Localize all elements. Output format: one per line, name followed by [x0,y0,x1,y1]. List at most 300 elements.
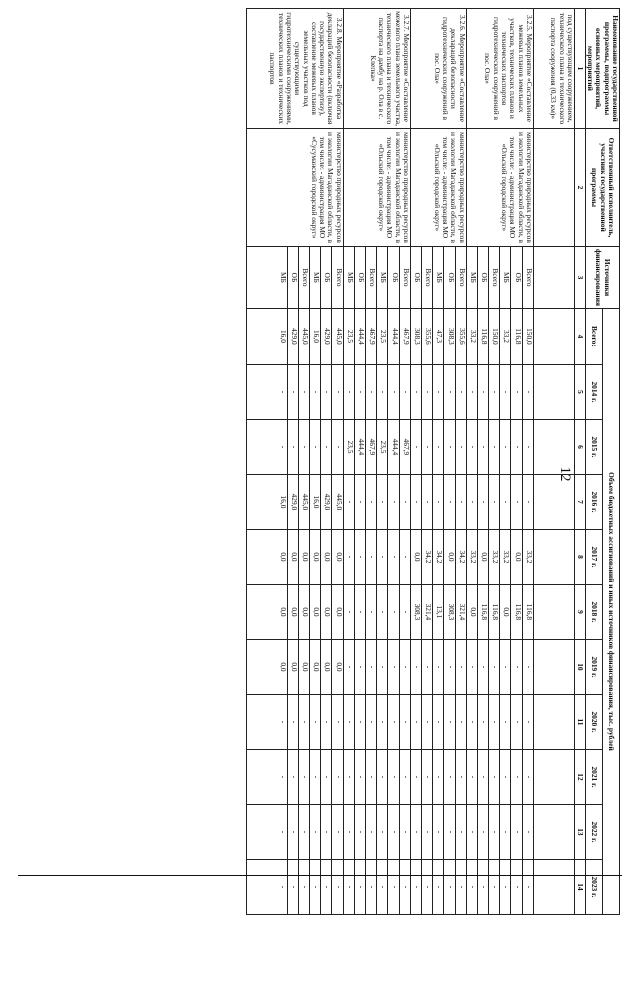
amount-value: - [444,420,455,474]
amount-value: 23,5 [377,420,388,474]
amount-value: 445,0 [334,328,344,345]
amount-value: - [411,640,422,694]
amount-value: 429,0 [321,309,332,364]
amount-value: - [310,420,321,474]
amount-value: - [401,555,411,559]
amount-value: - [299,805,310,859]
amount-value: - [433,695,444,749]
amount-value: - [377,750,388,804]
header-year: 2016 г. [585,474,602,529]
amount-value: 467,9 [401,438,411,456]
amount-value: - [344,585,355,639]
amount-cell [246,859,343,914]
amount-value: - [388,805,399,859]
amount-value: - [401,885,411,889]
amount-value: 0,0 [288,585,299,639]
amount-value: - [411,420,422,474]
funding-source-value: ОБ [355,247,366,308]
row-executor: министерство природных ресурсов и экологии Магаданской области, в том числе: - администрация МО «Ольский городской округ» [410,129,466,247]
amount-value: - [288,805,299,859]
amount-value: - [478,750,489,804]
amount-cell [410,584,466,639]
amount-value: - [247,695,288,749]
amount-value: - [457,720,467,724]
amount-cell [466,419,533,474]
amount-cell [466,529,533,584]
amount-cell [533,364,574,419]
row-executor: министерство природных ресурсов и экологии Магаданской области, в том числе: - администрация МО «Ольский городской округ» [466,129,533,247]
amount-value: - [422,805,433,859]
header-year: 2017 г. [585,529,602,584]
amount-value: 0,0 [310,585,321,639]
amount-value: - [489,750,500,804]
amount-value: - [467,750,478,804]
amount-value: - [334,885,344,889]
amount-cell [410,639,466,694]
amount-value: - [524,775,534,779]
amount-cell [533,639,574,694]
amount-cell [246,308,343,364]
amount-value: - [444,695,455,749]
funding-source-value: МБ [467,247,478,308]
amount-value: - [467,420,478,474]
amount-cell [343,749,410,804]
amount-value: - [422,860,433,914]
row-executor: министерство природных ресурсов и экологии Магаданской области, в том числе: - администрация МО «Сусуманский городской округ» [246,129,343,247]
amount-cell [466,804,533,859]
table-row [533,9,574,915]
amount-value: - [457,665,467,669]
amount-value: - [321,695,332,749]
amount-cell [343,529,410,584]
amount-value: 467,9 [401,328,411,345]
amount-value: 429,0 [288,475,299,529]
amount-value: 16,0 [247,475,288,529]
amount-value: 116,8 [512,309,523,364]
amount-value: - [478,805,489,859]
amount-value: - [500,805,511,859]
amount-value: - [524,445,534,449]
amount-cell [533,859,574,914]
funding-source-cell [466,247,533,309]
amount-value: 0,0 [467,585,478,639]
amount-value: - [422,695,433,749]
amount-cell [343,859,410,914]
amount-value: - [457,390,467,394]
amount-value: - [288,750,299,804]
amount-value: 308,3 [444,309,455,364]
amount-value: 34,2 [422,530,433,584]
amount-value: - [489,420,500,474]
amount-cell [533,529,574,584]
amount-value: - [388,695,399,749]
funding-source-value: МБ [247,247,288,308]
amount-cell [533,804,574,859]
amount-value: - [355,860,366,914]
amount-value: - [247,750,288,804]
amount-value: 321,4 [422,585,433,639]
amount-value: - [422,420,433,474]
amount-value: - [310,750,321,804]
amount-value: 33,2 [467,530,478,584]
amount-value: 13,1 [433,585,444,639]
amount-cell [343,308,410,364]
amount-value: - [344,860,355,914]
amount-value: - [299,365,310,419]
amount-value: 0,0 [288,530,299,584]
amount-value: - [299,750,310,804]
amount-value: - [366,750,377,804]
amount-value: - [512,750,523,804]
funding-source-value: Всего [524,268,534,287]
amount-value: 467,9 [366,420,377,474]
amount-value: - [500,365,511,419]
amount-value: 0,0 [321,530,332,584]
amount-value: - [411,695,422,749]
amount-value: 34,2 [433,530,444,584]
amount-value: - [310,805,321,859]
amount-value: - [401,500,411,504]
amount-value: - [355,365,366,419]
amount-value: - [500,475,511,529]
funding-source-value: МБ [310,247,321,308]
table-row [410,9,466,915]
amount-value: 444,4 [388,420,399,474]
amount-value: - [388,860,399,914]
header-col-number: 12 [574,749,585,804]
amount-value: - [355,640,366,694]
amount-value: - [489,860,500,914]
funding-source-value: Всего [457,268,467,287]
amount-cell [343,584,410,639]
header-year: 2019 г. [585,639,602,694]
header-total: Всего: [585,308,602,364]
amount-value: - [321,365,332,419]
amount-value: 16,0 [247,309,288,364]
amount-value: - [467,695,478,749]
amount-value: - [355,475,366,529]
amount-value: - [478,365,489,419]
amount-value: - [299,420,310,474]
amount-cell [246,584,343,639]
amount-value: - [457,445,467,449]
amount-cell [410,804,466,859]
amount-value: - [444,640,455,694]
amount-value: - [411,860,422,914]
amount-value: - [299,860,310,914]
amount-value: 16,0 [310,309,321,364]
funding-table [246,8,620,915]
amount-value: - [377,805,388,859]
amount-value: - [310,695,321,749]
amount-value: - [467,860,478,914]
amount-value: 0,0 [247,640,288,694]
amount-value: - [512,365,523,419]
footer-rule [18,875,622,876]
funding-source-value: ОБ [288,247,299,308]
amount-cell [466,474,533,529]
amount-cell [343,364,410,419]
amount-value: - [512,695,523,749]
header-col-number: 10 [574,639,585,694]
amount-value: 47,3 [433,309,444,364]
header-col-number: 5 [574,364,585,419]
amount-value: - [366,365,377,419]
amount-value: - [444,365,455,419]
amount-value: - [366,695,377,749]
row-name: 3.2.5. Мероприятие «Составление межевых планов земельных участков, технических планов и технических паспортов гидротехнических сооружений в пос. Ола» [466,9,533,129]
amount-cell [343,419,410,474]
header-year: 2014 г. [585,364,602,419]
amount-value: - [377,585,388,639]
amount-value: - [500,750,511,804]
amount-value: 429,0 [321,475,332,529]
amount-value: 0,0 [500,585,511,639]
table-row [466,9,533,915]
amount-value: - [524,830,534,834]
amount-cell [343,694,410,749]
amount-value: 444,4 [355,420,366,474]
page-number: 12 [557,466,573,482]
amount-value: - [366,640,377,694]
amount-value: - [388,585,399,639]
amount-value: - [401,775,411,779]
amount-value: - [334,775,344,779]
amount-value: - [401,610,411,614]
amount-value: - [310,365,321,419]
amount-value: 0,0 [310,530,321,584]
amount-value: - [500,640,511,694]
amount-value: 308,3 [411,309,422,364]
amount-value: - [344,530,355,584]
amount-cell [533,419,574,474]
amount-value: 33,2 [489,530,500,584]
header-col-number: 3 [574,247,585,309]
amount-value: - [334,830,344,834]
amount-value: - [401,830,411,834]
funding-source-value: ОБ [411,247,422,308]
header-col-executor: Ответственный исполнитель, участник государственной программы [585,129,619,247]
amount-value: - [334,445,344,449]
amount-value: 33,2 [467,309,478,364]
amount-cell [410,749,466,804]
amount-value: - [524,720,534,724]
amount-value: - [366,860,377,914]
amount-value: - [457,830,467,834]
header-col-number: 8 [574,529,585,584]
amount-value: 116,8 [478,309,489,364]
row-name: 3.2.8. Мероприятие «Разработка деклараций безопасности (включая государственную экспертизу), составление межевых планов земельных участков под существующими гидротехническими сооружениями, технических планов и технических паспортов [246,9,343,129]
amount-value: - [388,530,399,584]
amount-value: - [478,695,489,749]
amount-value: - [344,475,355,529]
amount-value: 33,2 [500,530,511,584]
funding-source-value: ОБ [478,247,489,308]
amount-value: - [524,665,534,669]
amount-value: - [247,860,288,914]
amount-cell [246,364,343,419]
funding-source-cell [533,247,574,309]
row-executor [533,129,574,247]
amount-cell [246,804,343,859]
header-col-sources: Источники финансирования [585,247,619,309]
amount-value: 445,0 [299,475,310,529]
amount-value: - [422,475,433,529]
amount-value: - [288,365,299,419]
amount-value: - [288,420,299,474]
amount-value: 0,0 [299,585,310,639]
amount-cell [533,474,574,529]
amount-value: - [321,420,332,474]
amount-value: - [433,640,444,694]
amount-value: - [288,695,299,749]
amount-cell [410,529,466,584]
amount-value: 308,3 [411,585,422,639]
amount-value: - [366,805,377,859]
amount-value: - [478,420,489,474]
amount-value: - [321,860,332,914]
amount-cell [246,749,343,804]
amount-value: - [355,695,366,749]
amount-cell [533,308,574,364]
funding-source-value: ОБ [444,247,455,308]
amount-value: 33,2 [524,550,534,564]
amount-value: 0,0 [321,640,332,694]
amount-cell [410,364,466,419]
amount-cell [466,308,533,364]
amount-value: - [247,365,288,419]
amount-value: - [355,530,366,584]
amount-value: 116,8 [478,585,489,639]
amount-cell [410,474,466,529]
amount-value: 23,5 [377,309,388,364]
header-funding-group: Объем бюджетных ассигнований и иных источников финансирования, тыс. рублей [602,308,619,914]
amount-value: - [489,695,500,749]
amount-cell [466,639,533,694]
amount-value: - [388,750,399,804]
amount-value: - [344,640,355,694]
amount-value: - [489,475,500,529]
funding-source-value: МБ [377,247,388,308]
amount-value: - [489,805,500,859]
funding-source-value: ОБ [321,247,332,308]
amount-value: - [366,585,377,639]
amount-value: - [457,500,467,504]
amount-value: - [524,500,534,504]
amount-value: 116,8 [524,603,534,621]
amount-value: - [467,805,478,859]
row-executor: министерство природных ресурсов и экологии Магаданской области, в том числе: - администрация МО «Ольский городской округ» [343,129,410,247]
header-year: 2020 г. [585,694,602,749]
amount-value: - [411,750,422,804]
header-col-number: 7 [574,474,585,529]
header-col-number: 9 [574,584,585,639]
amount-value: - [401,720,411,724]
amount-value: 23,5 [344,420,355,474]
amount-value: - [299,695,310,749]
amount-cell [410,694,466,749]
amount-value: 0,0 [334,662,344,672]
header-col-number: 13 [574,804,585,859]
amount-value: - [334,720,344,724]
amount-cell [410,308,466,364]
amount-cell [466,749,533,804]
header-col-number: 4 [574,308,585,364]
amount-value: - [489,640,500,694]
amount-value: - [377,365,388,419]
amount-value: 321,4 [457,603,467,621]
amount-value: - [377,860,388,914]
amount-value: 34,2 [457,550,467,564]
table-header [574,9,619,915]
amount-value: 0,0 [444,530,455,584]
amount-value: - [377,530,388,584]
header-year: 2021 г. [585,749,602,804]
amount-value: - [344,750,355,804]
amount-value: - [366,475,377,529]
amount-value: - [355,750,366,804]
amount-value: 0,0 [334,552,344,562]
amount-value: 355,6 [457,328,467,345]
amount-cell [410,419,466,474]
header-col-number: 6 [574,419,585,474]
amount-value: 0,0 [411,530,422,584]
amount-value: - [388,365,399,419]
amount-cell [343,474,410,529]
amount-value: 0,0 [334,607,344,617]
amount-value: - [524,390,534,394]
amount-value: 33,2 [500,309,511,364]
amount-value: - [457,885,467,889]
amount-value: - [355,805,366,859]
amount-value: - [377,475,388,529]
funding-source-value: ОБ [512,247,523,308]
header-col-number: 14 [574,859,585,914]
amount-value: 150,0 [524,328,534,345]
amount-value: - [433,750,444,804]
amount-cell [533,749,574,804]
amount-cell [246,694,343,749]
amount-value: - [489,365,500,419]
amount-value: - [500,420,511,474]
amount-value: - [366,530,377,584]
amount-value: - [355,585,366,639]
row-name: 3.2.6. Мероприятие «Составление деклараций безопасности гидротехнических сооружений в пос. Ола» [410,9,466,129]
amount-value: 0,0 [299,640,310,694]
table-row [246,9,343,915]
header-col-number: 11 [574,694,585,749]
amount-value: - [457,775,467,779]
amount-value: - [344,805,355,859]
header-year: 2015 г. [585,419,602,474]
amount-cell [246,529,343,584]
funding-source-value: Всего [334,268,344,287]
amount-value: - [444,750,455,804]
amount-cell [343,804,410,859]
funding-source-value: МБ [500,247,511,308]
amount-value: - [377,640,388,694]
amount-value: 444,4 [355,309,366,364]
funding-source-value: Всего [401,268,411,287]
amount-value: - [433,420,444,474]
amount-value: - [247,420,288,474]
amount-value: - [512,420,523,474]
amount-value: - [388,640,399,694]
amount-value: - [467,475,478,529]
amount-cell [533,694,574,749]
amount-value: 23,5 [344,309,355,364]
amount-value: - [467,640,478,694]
